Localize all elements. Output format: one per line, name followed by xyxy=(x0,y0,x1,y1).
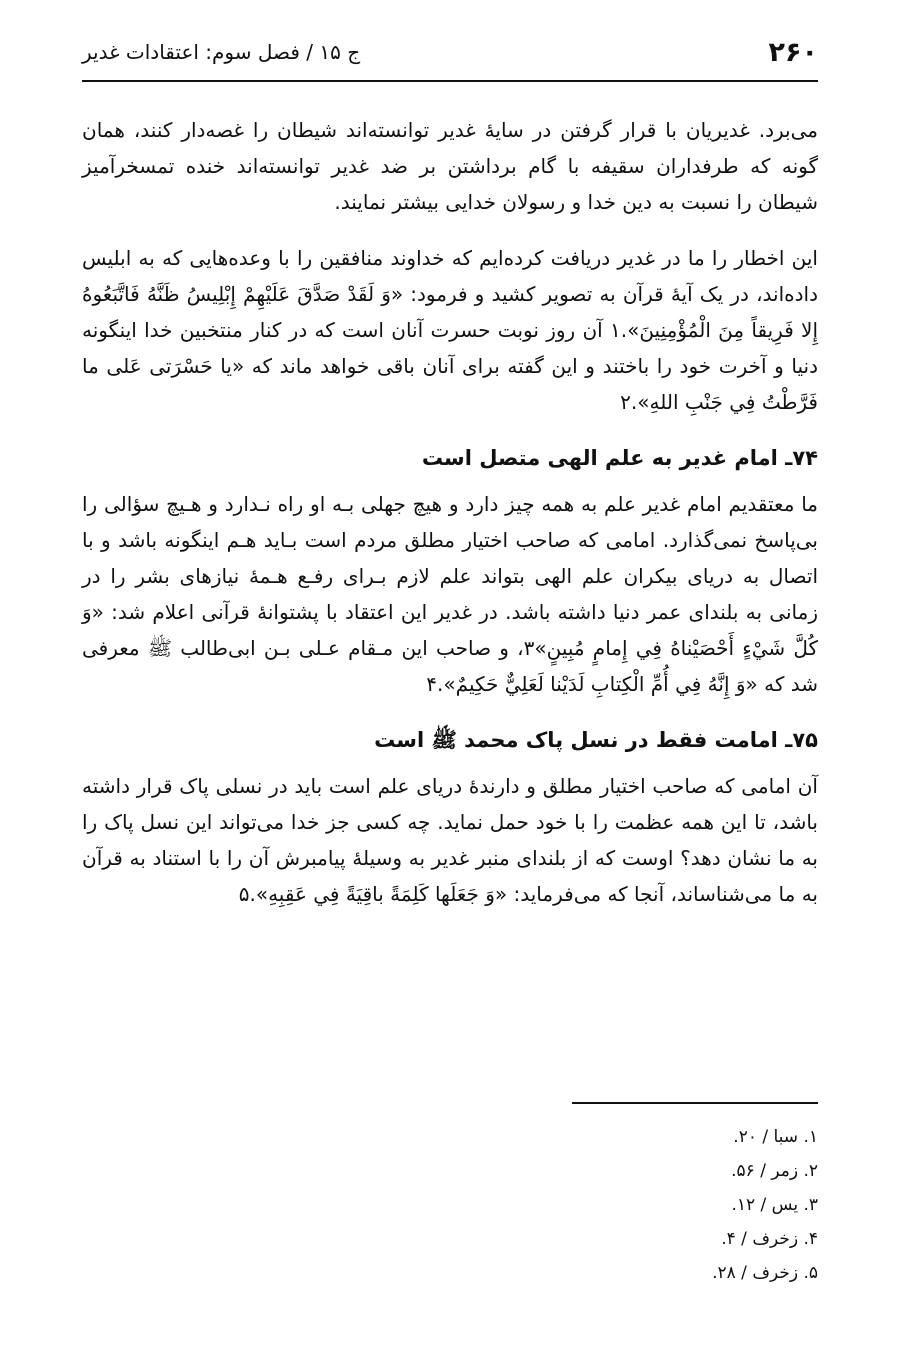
paragraph-4: آن امامی که صاحب اختیار مطلق و دارندهٔ دریای علم است باید در نسلی پاک قرار داشته باشد، تا این همه عظمت را با خود حمل نماید. چه کسی جز خدا می‌تواند این نسل پاک را به ما نشان دهد؟ اوست که از بلندای منبر غدیر به وسیلهٔ پیامبرش آن را با استناد به قرآن به ما می‌شناساند، آنجا که می‌فرماید: «وَ جَعَلَها كَلِمَةً باقِيَةً فِي عَقِبِهِ».۵ xyxy=(82,774,818,906)
section-heading-75: ۷۵ـ امامت فقط در نسل پاک محمد ﷺ است xyxy=(374,728,818,752)
footnote-1: ۱. سبا / ۲۰. xyxy=(733,1127,818,1147)
footnote-3: ۳. یس / ۱۲. xyxy=(731,1195,818,1215)
footnote-divider xyxy=(572,1102,818,1104)
paragraph-1: می‌برد. غدیریان با قرار گرفتن در سایهٔ غدیر توانسته‌اند شیطان را غصه‌دار کنند، همان گونه که طرفداران سقیفه با گام برداشتن بر ضد غدیر توانسته‌اند خنده تمسخرآمیز شیطان را نسبت به دین خدا و رسولان خدایی بیشتر نمایند. xyxy=(82,118,818,214)
footnotes xyxy=(418,1120,818,1290)
running-title: ج ۱۵ / فصل سوم: اعتقادات غدیر xyxy=(82,40,361,64)
header-divider xyxy=(82,80,818,82)
page-header xyxy=(82,34,818,70)
section-heading-74: ۷۴ـ امام غدیر به علم الهی متصل است xyxy=(421,446,818,470)
footnote-2: ۲. زمر / ۵۶. xyxy=(731,1161,818,1181)
paragraph-2: این اخطار را ما در غدیر دریافت کرده‌ایم که خداوند منافقین را با وعده‌هایی که به ابلیس داده‌اند، در یک آیهٔ قرآن به تصویر کشید و فرمود: «وَ لَقَدْ صَدَّقَ عَلَيْهِمْ إِبْلِيسُ ظَنَّهُ فَاتَّبَعُوهُ إِلا فَرِيقاً مِنَ الْمُؤْمِنِينَ».۱ آن روز نوبت حسرت آنان است که در کنار منتخبین خدا اینگونه دنیا و آخرت خود را باختند و این گفته برای آنان باقی خواهد ماند که «يا حَسْرَتى عَلى ما فَرَّطْتُ فِي جَنْبِ اللهِ».۲ xyxy=(82,246,818,414)
footnote-4: ۴. زخرف / ۴. xyxy=(721,1229,818,1249)
page-number: ۲۶۰ xyxy=(768,36,818,68)
page-body xyxy=(82,112,818,932)
paragraph-3: ما معتقدیم امام غدیر علم به همه چیز دارد و هیچ جهلی بـه او راه نـدارد و هـیچ سؤالی را بی‌پاسخ نمی‌گذارد. امامی که صاحب اختیار مطلق مردم است بـاید هـم اینگونه باشد و با اتصال به دریای بیکران علم الهی بتواند علم لازم بـرای رفـع هـمهٔ نیازهای بشر را در زمانی به بلندای عمر دنیا داشته باشد. در غدیر این اعتقاد با پشتوانهٔ قرآنی اعلام شد: «وَ كُلَّ شَيْءٍ أَحْصَيْناهُ فِي إِمامٍ مُبِينٍ»۳، و صاحب این مـقام عـلی بـن ابی‌طالب ﷺ معرفی شد که «وَ إِنَّهُ فِي أُمِّ الْكِتابِ لَدَيْنا لَعَلِيٌّ حَكِيمٌ».۴ xyxy=(82,492,819,696)
footnote-5: ۵. زخرف / ۲۸. xyxy=(712,1263,818,1283)
